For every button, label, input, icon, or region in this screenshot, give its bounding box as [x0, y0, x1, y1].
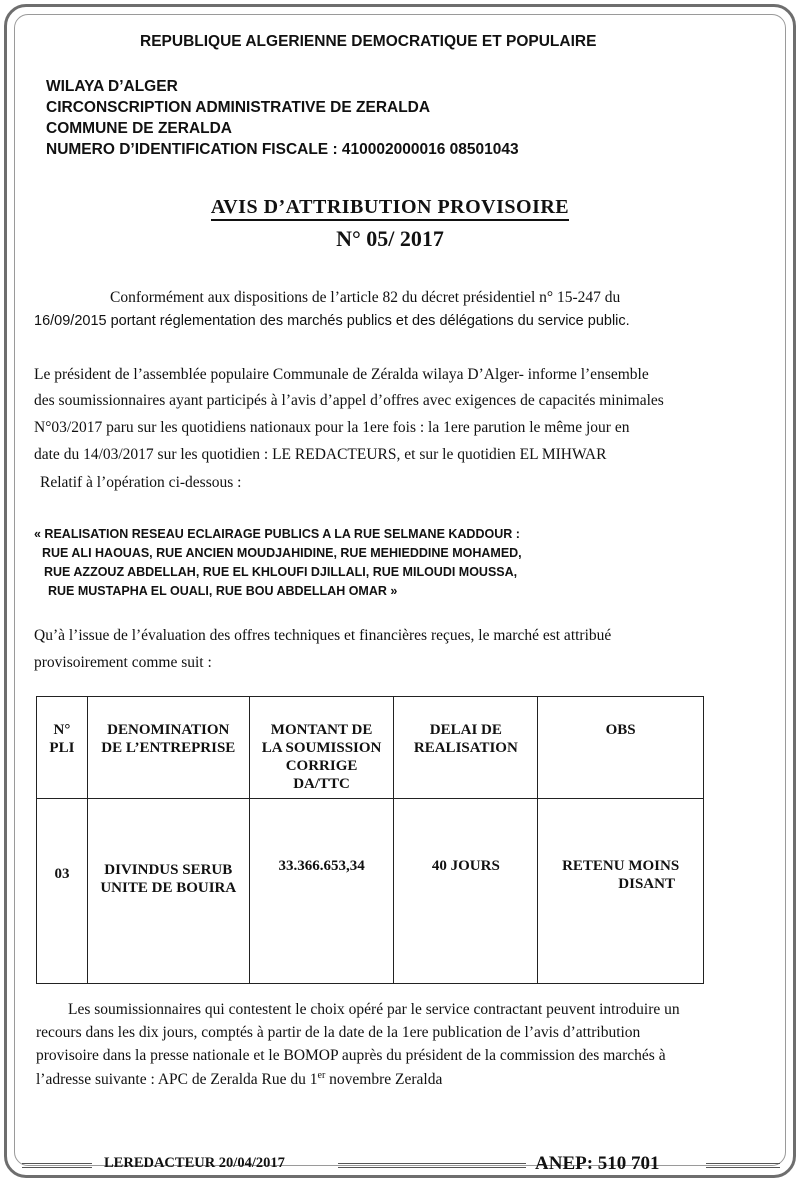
operation-line-2: RUE ALI HAOUAS, RUE ANCIEN MOUDJAHIDINE, RUE MEHIEDDINE MOHAMED, — [42, 546, 522, 560]
footer-anep: ANEP: 510 701 — [535, 1153, 660, 1174]
header-pli-line-2: PLI — [49, 740, 75, 756]
cell-entreprise — [87, 799, 249, 984]
cell-pli: 03 — [37, 799, 88, 984]
operation-line-1: « REALISATION RESEAU ECLAIRAGE PUBLICS A LA RUE SELMANE KADDOUR : — [34, 527, 520, 541]
president-line-3: N°03/2017 paru sur les quotidiens nationaux pour la 1ere fois : la 1ere parution le même jour en — [34, 419, 630, 436]
fiscal-id-line: NUMERO D’IDENTIFICATION FISCALE : 410002000016 08501043 — [46, 141, 519, 158]
table-header-row — [37, 697, 704, 799]
cell-montant: 33.366.653,34 — [249, 799, 394, 984]
award-table — [36, 696, 704, 984]
header-obs-line-1: OBS — [605, 722, 636, 738]
table-row — [37, 799, 704, 984]
recours-line-4-start: l’adresse suivante : APC de Zeralda Rue du 1 — [36, 1071, 318, 1089]
header-entreprise-line-1: DENOMINATION — [107, 722, 230, 738]
evaluation-line-2: provisoirement comme suit : — [34, 654, 212, 671]
header-entreprise-line-2: DE L’ENTREPRISE — [101, 740, 236, 756]
header-entreprise — [87, 697, 249, 799]
notice-number: N° 05/ 2017 — [336, 226, 444, 251]
cell-obs-line-1: RETENU MOINS — [562, 858, 680, 874]
header-delai — [394, 697, 538, 799]
wilaya-line: WILAYA D’ALGER — [46, 78, 178, 95]
notice-title-text: AVIS D’ATTRIBUTION PROVISOIRE — [211, 196, 569, 221]
cell-delai: 40 JOURS — [394, 799, 538, 984]
evaluation-line-1: Qu’à l’issue de l’évaluation des offres techniques et financières reçues, le marché est attribué — [34, 627, 612, 644]
header-montant-line-4: DA/TTC — [293, 776, 350, 792]
recours-line-1: Les soumissionnaires qui contestent le choix opéré par le service contractant peuvent introduire un — [68, 1001, 680, 1018]
operation-line-4: RUE MUSTAPHA EL OUALI, RUE BOU ABDELLAH OMAR » — [48, 584, 398, 598]
president-line-4: date du 14/03/2017 sur les quotidien : LE REDACTEURS, et sur le quotidien EL MIHWAR — [34, 446, 607, 463]
cell-obs-line-2: DISANT — [618, 876, 675, 892]
cell-entreprise-line-2: UNITE DE BOUIRA — [100, 880, 237, 896]
footer-source: LEREDACTEUR 20/04/2017 — [104, 1155, 285, 1171]
recours-line-4-end: novembre Zeralda — [325, 1071, 443, 1089]
recours-line-2: recours dans les dix jours, comptés à partir de la date de la 1ere publication de l’avis d’attribution — [36, 1024, 641, 1041]
footer-rule-left — [22, 1163, 92, 1168]
header-pli — [37, 697, 88, 799]
circonscription-line: CIRCONSCRIPTION ADMINISTRATIVE DE ZERALDA — [46, 99, 431, 116]
intro-line-2: 16/09/2015 portant réglementation des marchés publics et des délégations du service public. — [34, 313, 630, 329]
recours-line-4-sup: er — [317, 1070, 326, 1081]
recours-line-4 — [36, 1070, 442, 1089]
header-montant-line-3: CORRIGE — [285, 758, 358, 774]
recours-line-3: provisoire dans la presse nationale et le BOMOP auprès du président de la commission des marchés à — [36, 1047, 666, 1064]
header-montant-line-1: MONTANT DE — [270, 722, 373, 738]
republic-heading: REPUBLIQUE ALGERIENNE DEMOCRATIQUE ET POPULAIRE — [140, 33, 597, 50]
footer-rule-middle — [338, 1163, 526, 1168]
header-pli-line-1: N° — [53, 722, 71, 738]
header-montant — [249, 697, 394, 799]
president-line-2: des soumissionnaires ayant participés à l’avis d’appel d’offres avec exigences de capacités minimales — [34, 392, 664, 409]
header-obs — [538, 697, 704, 799]
header-delai-line-2: REALISATION — [413, 740, 518, 756]
footer-rule-right — [706, 1163, 780, 1168]
president-line-1: Le président de l’assemblée populaire Communale de Zéralda wilaya D’Alger- informe l’ensemble — [34, 366, 649, 383]
header-montant-line-2: LA SOUMISSION — [261, 740, 382, 756]
intro-line-1: Conformément aux dispositions de l’article 82 du décret présidentiel n° 15-247 du — [110, 289, 621, 306]
president-line-5: Relatif à l’opération ci-dessous : — [40, 474, 242, 491]
commune-line: COMMUNE DE ZERALDA — [46, 120, 232, 137]
header-delai-line-1: DELAI DE — [429, 722, 502, 738]
cell-entreprise-line-1: DIVINDUS SERUB — [104, 862, 233, 878]
operation-line-3: RUE AZZOUZ ABDELLAH, RUE EL KHLOUFI DJILLALI, RUE MILOUDI MOUSSA, — [44, 565, 518, 579]
cell-obs — [538, 799, 704, 984]
notice-title — [0, 196, 780, 219]
